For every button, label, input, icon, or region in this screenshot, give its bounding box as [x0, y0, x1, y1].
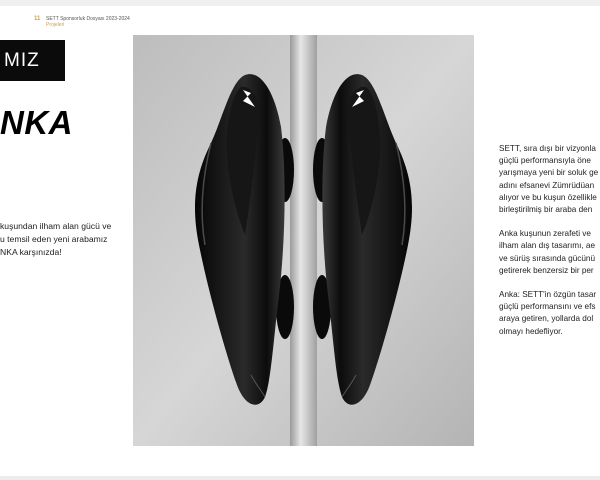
- text-line: birleştirilmiş bir araba den: [499, 205, 593, 215]
- left-line: kuşundan ilham alan gücü ve: [0, 221, 112, 231]
- left-intro-text: [0, 220, 120, 259]
- bottom-edge: [0, 476, 600, 480]
- text-line: olmayı hedefliyor.: [499, 326, 563, 336]
- text-line: getirerek benzersiz bir per: [499, 265, 594, 275]
- text-line: ve sürüş sırasında gücünü: [499, 253, 596, 263]
- text-line: araya getiren, yollarda dol: [499, 314, 594, 324]
- right-description: [499, 143, 600, 350]
- header-subtitle: Projeleri: [46, 22, 65, 28]
- text-line: alıyor ve bu kuşun özellikle: [499, 192, 597, 202]
- text-line: Anka kuşunun zerafeti ve: [499, 229, 591, 239]
- left-line: NKA karşınızda!: [0, 247, 62, 257]
- text-line: SETT, sıra dışı bir vizyonla: [499, 144, 596, 153]
- text-line: Anka: SETT'in özgün tasar: [499, 290, 597, 300]
- text-line: güçlü performansını ve efs: [499, 302, 596, 312]
- car-illustration: [133, 35, 474, 446]
- top-edge: [0, 0, 600, 6]
- text-line: güçlü performansıyla öne: [499, 156, 591, 166]
- text-line: adını efsanevi Zümrüdüan: [499, 180, 595, 190]
- text-line: yarışmaya yeni bir soluk ge: [499, 168, 599, 178]
- page-number: 11: [34, 16, 41, 22]
- left-line: u temsil eden yeni arabamız: [0, 234, 108, 244]
- paragraph: [499, 289, 600, 338]
- section-label: MIZ: [0, 40, 65, 81]
- car-photo: [133, 35, 474, 446]
- header-title: SETT Sponsorluk Dosyası 2023-2024: [46, 16, 130, 22]
- paragraph: [499, 228, 600, 277]
- paragraph: [499, 143, 600, 216]
- text-line: ilham alan dış tasarımı, ae: [499, 241, 596, 251]
- car-name-title: NKA: [0, 104, 73, 141]
